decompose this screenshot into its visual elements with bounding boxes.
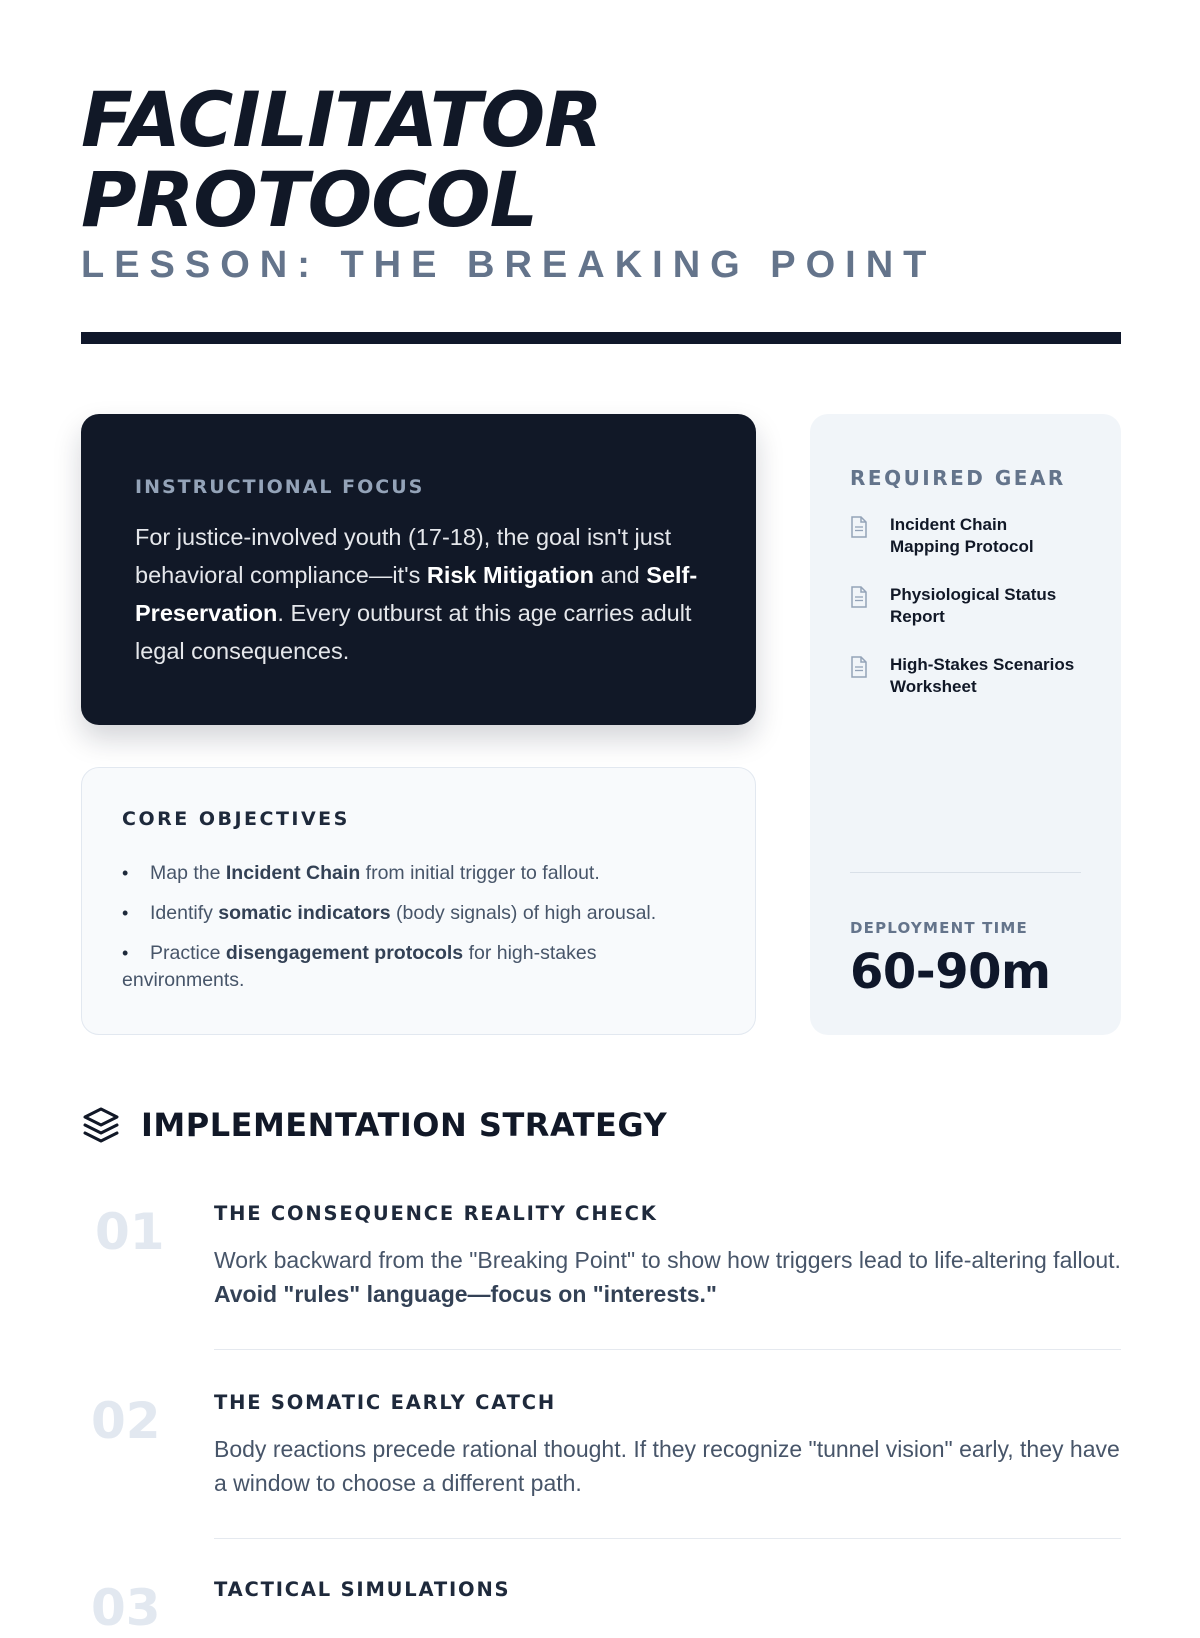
- step-description: [214, 1243, 1121, 1311]
- gear-item-incident-chain[interactable]: [850, 514, 1081, 558]
- step-number: 01: [95, 1203, 165, 1261]
- header-divider: [81, 332, 1121, 344]
- step-text-part: Work backward from the "Breaking Point" to show how triggers lead to life-altering fallout.: [214, 1247, 1121, 1273]
- list-item: [122, 860, 715, 887]
- title-line-1: FACILITATOR: [81, 75, 602, 164]
- objective-text: Practice: [150, 942, 226, 964]
- page-title: [81, 75, 602, 244]
- objective-emphasis: somatic indicators: [218, 902, 391, 924]
- bullet-icon: •: [122, 943, 129, 963]
- gear-item-label: High-Stakes Scenarios Worksheet: [890, 655, 1075, 696]
- step-title: THE CONSEQUENCE REALITY CHECK: [214, 1202, 658, 1225]
- implementation-strategy-header: [81, 1105, 667, 1145]
- layers-icon: [81, 1105, 121, 1145]
- objective-text: from initial trigger to fallout.: [360, 862, 600, 884]
- step-divider: [214, 1538, 1121, 1539]
- core-objectives-card: [81, 767, 756, 1035]
- focus-text-part: For justice-involved youth (17-18), the goal isn't just behavioral compliance—it's: [135, 524, 672, 588]
- objectives-list: [122, 860, 715, 994]
- objective-text: Identify: [150, 902, 219, 924]
- step-description: Body reactions precede rational thought. If they recognize "tunnel vision" early, they have a window to choose a different path.: [214, 1436, 1120, 1496]
- objective-emphasis: disengagement protocols: [225, 942, 464, 964]
- instructional-focus-text: [135, 518, 702, 670]
- deployment-time-value: 60-90m: [850, 944, 1051, 1000]
- step-body: [214, 1202, 1121, 1311]
- focus-text-part: . Every outburst at this age carries adult legal consequences.: [135, 600, 692, 664]
- focus-emphasis-risk-mitigation: Risk Mitigation: [426, 562, 594, 588]
- step-title: TACTICAL SIMULATIONS: [214, 1578, 511, 1601]
- implementation-strategy-title: IMPLEMENTATION STRATEGY: [141, 1106, 668, 1144]
- instructional-focus-card: [81, 414, 756, 725]
- gear-divider: [850, 872, 1081, 873]
- list-item: [122, 940, 715, 994]
- document-icon: [850, 656, 868, 678]
- gear-item-high-stakes-worksheet[interactable]: [850, 654, 1081, 698]
- objective-text: (body signals) of high arousal.: [390, 902, 657, 924]
- objective-emphasis: Incident Chain: [225, 862, 361, 884]
- bullet-icon: •: [122, 903, 129, 923]
- gear-item-physiological-status[interactable]: [850, 584, 1081, 628]
- focus-text-part: and: [593, 562, 647, 588]
- instructional-focus-label: INSTRUCTIONAL FOCUS: [135, 476, 425, 498]
- step-emphasis: Avoid "rules" language—focus on "interests.": [214, 1281, 717, 1307]
- step-divider: [214, 1349, 1121, 1350]
- focus-emphasis-self-preservation: Self-Preservation: [135, 562, 698, 626]
- lesson-subtitle: LESSON: THE BREAKING POINT: [81, 244, 937, 286]
- required-gear-title: REQUIRED GEAR: [850, 466, 1066, 490]
- list-item: [122, 900, 715, 927]
- gear-item-label: Incident Chain Mapping Protocol: [890, 515, 1034, 556]
- step-number: 03: [91, 1579, 161, 1637]
- objective-text: for high-stakes environments.: [122, 942, 597, 991]
- gear-item-label: Physiological Status Report: [890, 585, 1057, 626]
- deployment-time-label: DEPLOYMENT TIME: [850, 919, 1028, 937]
- document-icon: [850, 586, 868, 608]
- step-body: [214, 1578, 1121, 1619]
- step-number: 02: [91, 1392, 161, 1450]
- bullet-icon: •: [122, 863, 129, 883]
- step-body: [214, 1391, 1121, 1500]
- step-title: THE SOMATIC EARLY CATCH: [214, 1391, 556, 1414]
- core-objectives-title: CORE OBJECTIVES: [122, 808, 350, 830]
- objective-text: Map the: [150, 862, 226, 884]
- required-gear-card: [810, 414, 1121, 1035]
- title-line-2: PROTOCOL: [81, 155, 538, 244]
- document-icon: [850, 516, 868, 538]
